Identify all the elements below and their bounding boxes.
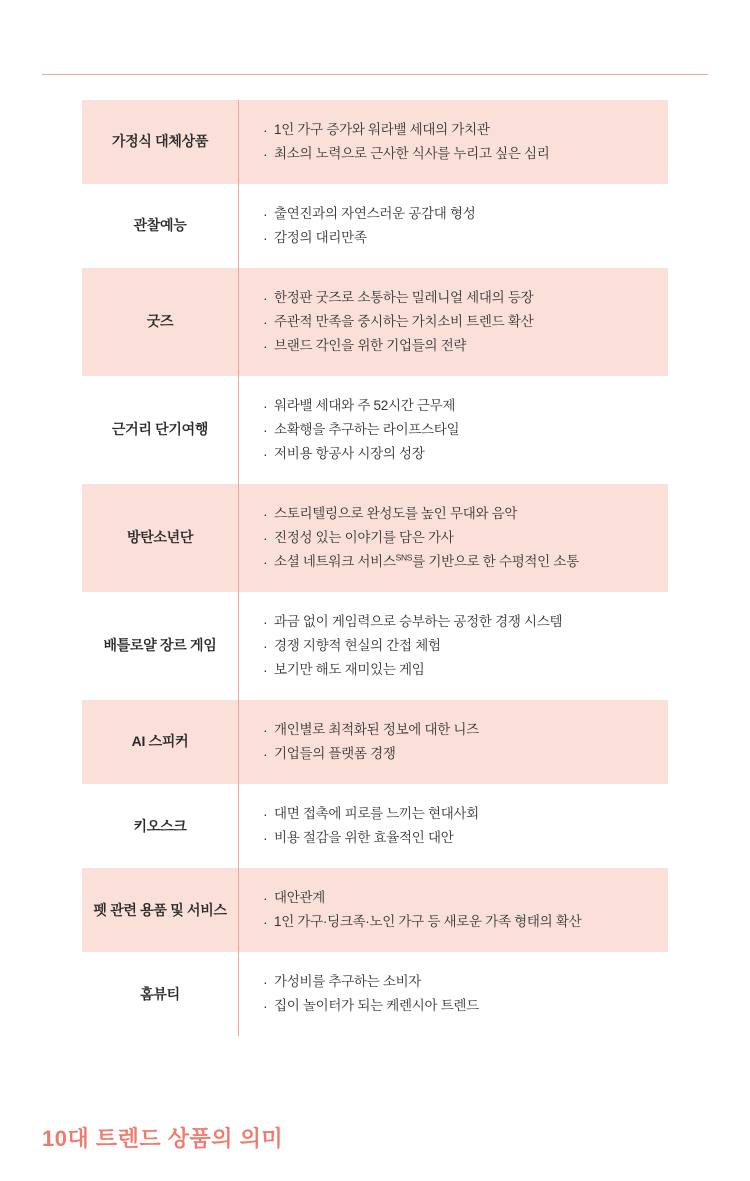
description-bullet: · 소셜 네트워크 서비스$^{SNS}$를 기반으로 한 수평적인 소통 [263,550,658,574]
row-description [239,952,668,1036]
table-row [82,268,668,376]
description-bullet: · 출연진과의 자연스러운 공감대 형성 [263,202,658,226]
description-bullet: · 집이 놀이터가 되는 케렌시아 트렌드 [263,994,658,1018]
table-row [82,952,668,1036]
row-category: 근거리 단기여행 [111,421,209,438]
row-category: 방탄소년단 [126,529,194,546]
table-row [82,868,668,952]
footer-title: 10대 트렌드 상품의 의미 [42,1126,284,1151]
description-bullet: · 최소의 노력으로 근사한 식사를 누리고 싶은 심리 [263,142,658,166]
description-bullet: · 과금 없이 게임력으로 승부하는 공정한 경쟁 시스템 [263,610,658,634]
row-category: 배틀로얄 장르 게임 [103,637,217,654]
row-category: 가정식 대체상품 [111,133,209,150]
table-row [82,700,668,784]
trend-table [82,100,668,1036]
row-description [239,700,668,784]
description-bullet: · 기업들의 플랫폼 경쟁 [263,742,658,766]
table-row [82,592,668,700]
description-bullet: · 진정성 있는 이야기를 담은 가사 [263,526,658,550]
description-bullet: · 대안관계 [263,886,658,910]
row-description [239,184,668,268]
description-bullet: · 감정의 대리만족 [263,226,658,250]
row-description [239,784,668,868]
description-bullet: · 비용 절감을 위한 효율적인 대안 [263,826,658,850]
description-bullet: · 보기만 해도 재미있는 게임 [263,658,658,682]
table-row [82,184,668,268]
description-bullet: · 한정판 굿즈로 소통하는 밀레니얼 세대의 등장 [263,286,658,310]
table-row [82,100,668,184]
description-bullet: · 저비용 항공사 시장의 성장 [263,442,658,466]
description-bullet: · 개인별로 최적화된 정보에 대한 니즈 [263,718,658,742]
row-description [239,484,668,592]
row-description [239,376,668,484]
row-category: 키오스크 [133,817,187,834]
table-row [82,784,668,868]
table-row [82,376,668,484]
description-bullet: · 주관적 만족을 중시하는 가치소비 트렌드 확산 [263,310,658,334]
row-category: 관찰예능 [133,217,187,234]
description-bullet: · 대면 접촉에 피로를 느끼는 현대사회 [263,802,658,826]
description-bullet: · 소확행을 추구하는 라이프스타일 [263,418,658,442]
row-category: 굿즈 [146,313,174,330]
description-bullet: · 브랜드 각인을 위한 기업들의 전략 [263,334,658,358]
row-category: 펫 관련 용품 및 서비스 [93,901,227,918]
row-description [239,100,668,184]
row-description [239,592,668,700]
superscript-sns: SNS [395,552,413,563]
row-category: 홈뷰티 [140,985,180,1002]
row-description [239,268,668,376]
description-bullet: · 1인 가구 증가와 워라밸 세대의 가치관 [263,118,658,142]
table-row [82,484,668,592]
description-bullet: · 가성비를 추구하는 소비자 [263,970,658,994]
description-bullet: · 워라밸 세대와 주 52시간 근무제 [263,394,658,418]
description-bullet: · 스토리텔링으로 완성도를 높인 무대와 음악 [263,502,658,526]
row-category: AI 스피커 [131,733,189,750]
top-divider [42,74,708,75]
description-bullet: · 1인 가구·딩크족·노인 가구 등 새로운 가족 형태의 확산 [263,910,658,934]
description-bullet: · 경쟁 지향적 현실의 간접 체험 [263,634,658,658]
row-description [239,868,668,952]
